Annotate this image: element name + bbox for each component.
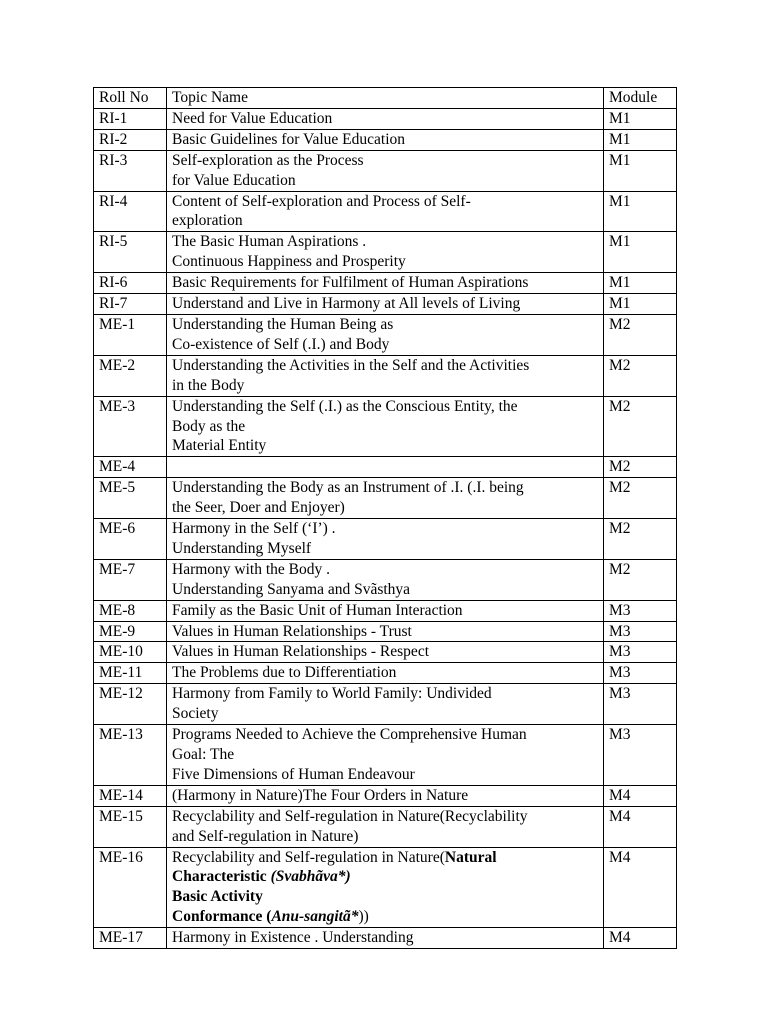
topic-cell	[167, 191, 604, 232]
topic-line: Family as the Basic Unit of Human Interaction	[172, 601, 463, 619]
roll-cell: RI-4	[94, 191, 167, 232]
roll-cell: RI-6	[94, 273, 167, 294]
topic-cell	[167, 129, 604, 150]
topic-line: exploration	[172, 212, 243, 230]
table-row	[94, 355, 677, 396]
roll-cell: ME-6	[94, 519, 167, 560]
table-row	[94, 600, 677, 621]
table-row	[94, 928, 677, 949]
table-row	[94, 150, 677, 191]
module-cell: M4	[604, 928, 677, 949]
topic-cell	[167, 355, 604, 396]
module-cell: M2	[604, 355, 677, 396]
roll-cell: RI-5	[94, 232, 167, 273]
topic-cell	[167, 314, 604, 355]
roll-cell: ME-2	[94, 355, 167, 396]
topic-line: Understanding Myself	[172, 539, 312, 557]
topic-cell	[167, 150, 604, 191]
module-cell: M3	[604, 725, 677, 786]
roll-cell: RI-3	[94, 150, 167, 191]
table-row	[94, 129, 677, 150]
topic-line: Understanding the Human Being as	[172, 315, 394, 333]
topic-line: Recyclability and Self-regulation in Nature(Recyclability	[172, 807, 528, 825]
table-row	[94, 663, 677, 684]
roll-cell: ME-3	[94, 396, 167, 457]
module-cell: M2	[604, 457, 677, 478]
header-topic-name: Topic Name	[167, 88, 604, 109]
topic-cell	[167, 642, 604, 663]
module-cell: M1	[604, 273, 677, 294]
table-row	[94, 806, 677, 847]
roll-cell: ME-1	[94, 314, 167, 355]
table-row	[94, 314, 677, 355]
table-row	[94, 191, 677, 232]
table-row	[94, 457, 677, 478]
roll-cell: ME-13	[94, 725, 167, 786]
topic-cell	[167, 847, 604, 928]
topic-cell	[167, 478, 604, 519]
topic-line: Understanding the Self (.I.) as the Conscious Entity, the	[172, 397, 518, 415]
topic-line: The Basic Human Aspirations .	[172, 233, 367, 251]
roll-cell: RI-7	[94, 294, 167, 315]
table-row	[94, 725, 677, 786]
roll-cell: ME-5	[94, 478, 167, 519]
table-header-row	[94, 88, 677, 109]
topic-cell	[167, 663, 604, 684]
table-row	[94, 232, 677, 273]
topic-cell	[167, 396, 604, 457]
roll-cell: ME-16	[94, 847, 167, 928]
table-row	[94, 108, 677, 129]
topic-line: Body as the	[172, 417, 246, 435]
header-module: Module	[604, 88, 677, 109]
roll-cell: ME-10	[94, 642, 167, 663]
module-cell: M4	[604, 785, 677, 806]
module-cell: M1	[604, 150, 677, 191]
topic-line	[172, 907, 603, 927]
topic-cell	[167, 806, 604, 847]
topic-line: Society	[172, 705, 219, 723]
roll-cell: ME-11	[94, 663, 167, 684]
topic-line: Self-exploration as the Process	[172, 151, 364, 169]
module-cell: M4	[604, 806, 677, 847]
module-cell: M3	[604, 663, 677, 684]
topic-line: the Seer, Doer and Enjoyer)	[172, 499, 345, 517]
topic-line: Values in Human Relationships - Respect	[172, 643, 429, 661]
table-row	[94, 684, 677, 725]
topic-line: (Harmony in Nature)The Four Orders in Nature	[172, 786, 469, 804]
roll-cell: ME-8	[94, 600, 167, 621]
table-row	[94, 621, 677, 642]
roll-cell: ME-14	[94, 785, 167, 806]
topic-line: Material Entity	[172, 437, 267, 455]
topic-line	[172, 848, 603, 868]
topic-line	[172, 867, 603, 887]
module-cell: M2	[604, 314, 677, 355]
module-cell: M1	[604, 108, 677, 129]
topic-cell	[167, 785, 604, 806]
module-cell: M2	[604, 478, 677, 519]
roll-cell: RI-2	[94, 129, 167, 150]
topic-bold-text: Conformance (	[172, 908, 272, 926]
topic-cell	[167, 600, 604, 621]
table-row	[94, 273, 677, 294]
topic-cell	[167, 273, 604, 294]
module-cell: M2	[604, 519, 677, 560]
module-cell: M3	[604, 621, 677, 642]
topic-line: Understanding Sanyama and Svãsthya	[172, 580, 411, 598]
roll-cell: ME-12	[94, 684, 167, 725]
topic-bold-text: Characteristic	[172, 868, 271, 886]
topic-line: Programs Needed to Achieve the Comprehensive Human	[172, 726, 527, 744]
topic-cell	[167, 519, 604, 560]
module-cell: M3	[604, 684, 677, 725]
topic-bold-text: Natural	[444, 848, 497, 866]
module-cell: M3	[604, 642, 677, 663]
topic-bold-italic-text: Anu-sangitã*	[271, 908, 359, 926]
topic-line: and Self-regulation in Nature)	[172, 827, 359, 845]
topic-line: Understand and Live in Harmony at All levels of Living	[172, 295, 521, 313]
module-cell: M2	[604, 559, 677, 600]
topic-line	[172, 457, 603, 477]
topic-line: Harmony in Existence . Understanding	[172, 929, 414, 947]
topic-cell	[167, 559, 604, 600]
topic-line: in the Body	[172, 376, 245, 394]
module-cell: M1	[604, 232, 677, 273]
topic-cell	[167, 457, 604, 478]
table-row	[94, 396, 677, 457]
topic-text: Recyclability and Self-regulation in Nature(	[172, 848, 445, 866]
table-row	[94, 519, 677, 560]
header-roll-no: Roll No	[94, 88, 167, 109]
topic-text: ))	[358, 908, 369, 926]
module-cell: M2	[604, 396, 677, 457]
topic-cell	[167, 108, 604, 129]
topic-cell	[167, 294, 604, 315]
topic-line: Need for Value Education	[172, 109, 333, 127]
table-row	[94, 559, 677, 600]
topic-line: Values in Human Relationships - Trust	[172, 622, 412, 640]
module-cell: M4	[604, 847, 677, 928]
topic-cell	[167, 684, 604, 725]
topic-line: Goal: The	[172, 746, 235, 763]
module-cell: M1	[604, 294, 677, 315]
roll-cell: ME-4	[94, 457, 167, 478]
topic-line: Basic Activity	[172, 888, 263, 906]
table-row	[94, 785, 677, 806]
topic-line: Continuous Happiness and Prosperity	[172, 253, 406, 271]
topic-line: Understanding the Activities in the Self and the Activities	[172, 356, 530, 374]
table-row	[94, 847, 677, 928]
topic-line: The Problems due to Differentiation	[172, 664, 397, 682]
topic-cell	[167, 725, 604, 786]
roll-cell: ME-7	[94, 559, 167, 600]
roll-cell: ME-17	[94, 928, 167, 949]
topic-line: Harmony in the Self (‘I’) .	[172, 520, 336, 538]
topic-line: Harmony from Family to World Family: Undivided	[172, 685, 492, 703]
topic-line: Harmony with the Body .	[172, 560, 330, 578]
roll-cell: ME-15	[94, 806, 167, 847]
roll-cell: ME-9	[94, 621, 167, 642]
topic-line: Basic Guidelines for Value Education	[172, 130, 406, 148]
roll-cell: RI-1	[94, 108, 167, 129]
module-cell: M1	[604, 191, 677, 232]
topic-bold-italic-text: (Svabhãva*)	[270, 868, 351, 886]
module-cell: M1	[604, 129, 677, 150]
topic-line: Five Dimensions of Human Endeavour	[172, 765, 415, 783]
topic-cell	[167, 621, 604, 642]
topic-line: Understanding the Body as an Instrument of .I. (.I. being	[172, 479, 524, 497]
topic-line: Co-existence of Self (.I.) and Body	[172, 335, 390, 353]
topics-table	[93, 87, 677, 949]
table-row	[94, 642, 677, 663]
table-row	[94, 294, 677, 315]
topic-line: Content of Self-exploration and Process of Self-	[172, 192, 471, 210]
topic-cell	[167, 232, 604, 273]
topic-line: Basic Requirements for Fulfilment of Human Aspirations	[172, 274, 529, 292]
topic-cell	[167, 928, 604, 949]
topic-line: for Value Education	[172, 171, 296, 189]
table-row	[94, 478, 677, 519]
module-cell: M3	[604, 600, 677, 621]
